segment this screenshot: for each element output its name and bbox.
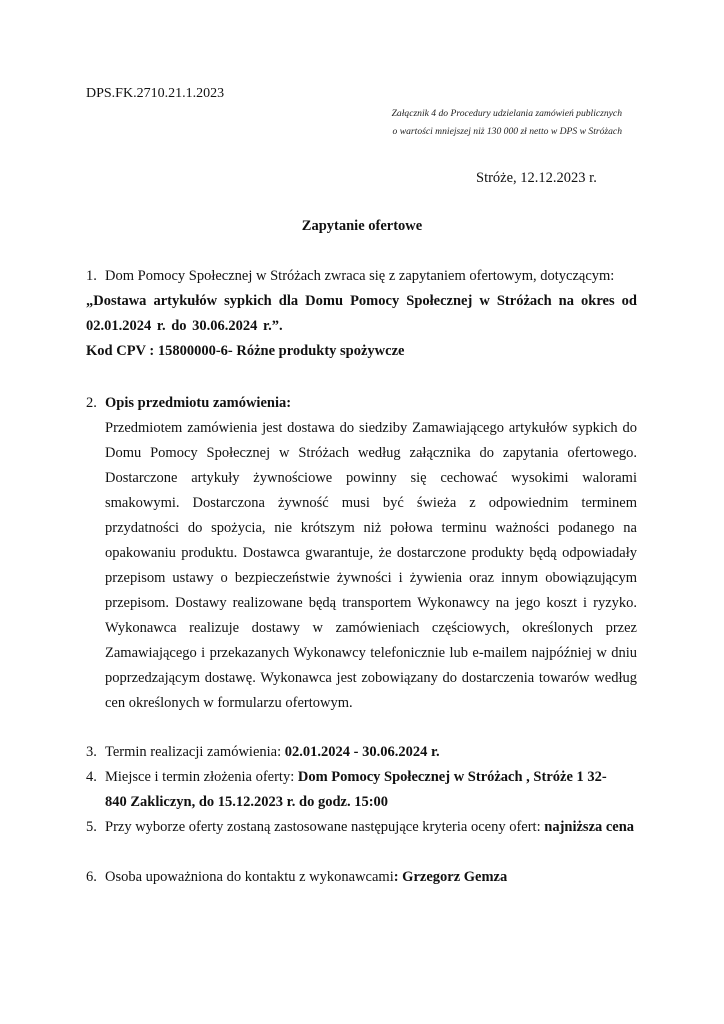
criteria-value: najniższa cena: [544, 819, 635, 835]
section-5: [86, 815, 637, 840]
section-6: [86, 865, 637, 890]
cpv-code: Kod CPV : 15800000-6- Różne produkty spożywcze: [86, 343, 405, 359]
contact-label: Osoba upoważniona do kontaktu z wykonawcami: [105, 869, 394, 885]
place-and-date: Stróże, 12.12.2023 r.: [476, 170, 597, 186]
criteria-label: Przy wyborze oferty zostaną zastosowane następujące kryteria oceny ofert:: [105, 819, 545, 835]
realization-term-value: 02.01.2024 - 30.06.2024 r.: [284, 744, 440, 760]
section-number: 6.: [86, 869, 97, 885]
section-2: [86, 391, 637, 716]
document-title: Zapytanie ofertowe: [301, 218, 423, 234]
section-3: [86, 740, 637, 765]
section-4: [86, 765, 637, 815]
section-number: 2.: [86, 395, 97, 411]
contact-person: : Grzegorz Gemza: [393, 869, 508, 885]
section-1: [86, 264, 637, 364]
section-1-intro: Dom Pomocy Społecznej w Stróżach zwraca się z zapytaniem ofertowym, dotyczącym:: [105, 268, 615, 284]
section-number: 1.: [86, 268, 97, 284]
section-number: 3.: [86, 744, 97, 760]
submission-place-and-deadline: Dom Pomocy Społecznej w Stróżach , Stróże 1 32-840 Zakliczyn, do 15.12.2023 r. do godz. 15:00: [105, 769, 607, 810]
annex-note-line-2: o wartości mniejszej niż 130 000 zł netto w DPS w Stróżach: [392, 126, 622, 137]
section-2-heading: Opis przedmiotu zamówienia:: [105, 395, 292, 411]
order-subject: „Dostawa artykułów sypkich dla Domu Pomocy Społecznej w Stróżach na okres od 02.01.2024 r. do 30.06.2024 r.”.: [86, 293, 637, 334]
section-number: 5.: [86, 819, 97, 835]
annex-note-line-1: Załącznik 4 do Procedury udzielania zamówień publicznych: [391, 108, 622, 119]
reference-number: DPS.FK.2710.21.1.2023: [86, 86, 225, 101]
submission-label: Miejsce i termin złożenia oferty:: [105, 769, 298, 785]
order-description: Przedmiotem zamówienia jest dostawa do siedziby Zamawiającego artykułów sypkich do Domu Pomocy Społecznej w Stróżach według załącznika do zapytania ofertowego. Dostarczone artykuły żywnościowe powinny się cechować wysokimi walorami smakowymi. Dostarczona żywność musi być świeża z odpowiednim terminem przydatności do spożycia, nie krótszym niż połowa terminu ważności podanego na opakowaniu produktu. Dostawca gwarantuje, że dostarczone produkty będą odpowiadały przepisom ustawy o bezpieczeństwie żywności i żywienia oraz innym obowiązującym przepisom. Dostawy realizowane będą transportem Wykonawcy na jego koszt i ryzyko. Wykonawca realizuje dostawy w zamówieniach częściowych, określonych przez Zamawiającego i przekazanych Wykonawcy telefonicznie lub e-mailem najpóźniej w dniu poprzedzającym dostawę. Wykonawca jest zobowiązany do dostarczenia towarów według cen określonych w formularzu ofertowym.: [105, 420, 637, 711]
realization-term-label: Termin realizacji zamówienia:: [105, 744, 285, 760]
section-number: 4.: [86, 769, 97, 785]
